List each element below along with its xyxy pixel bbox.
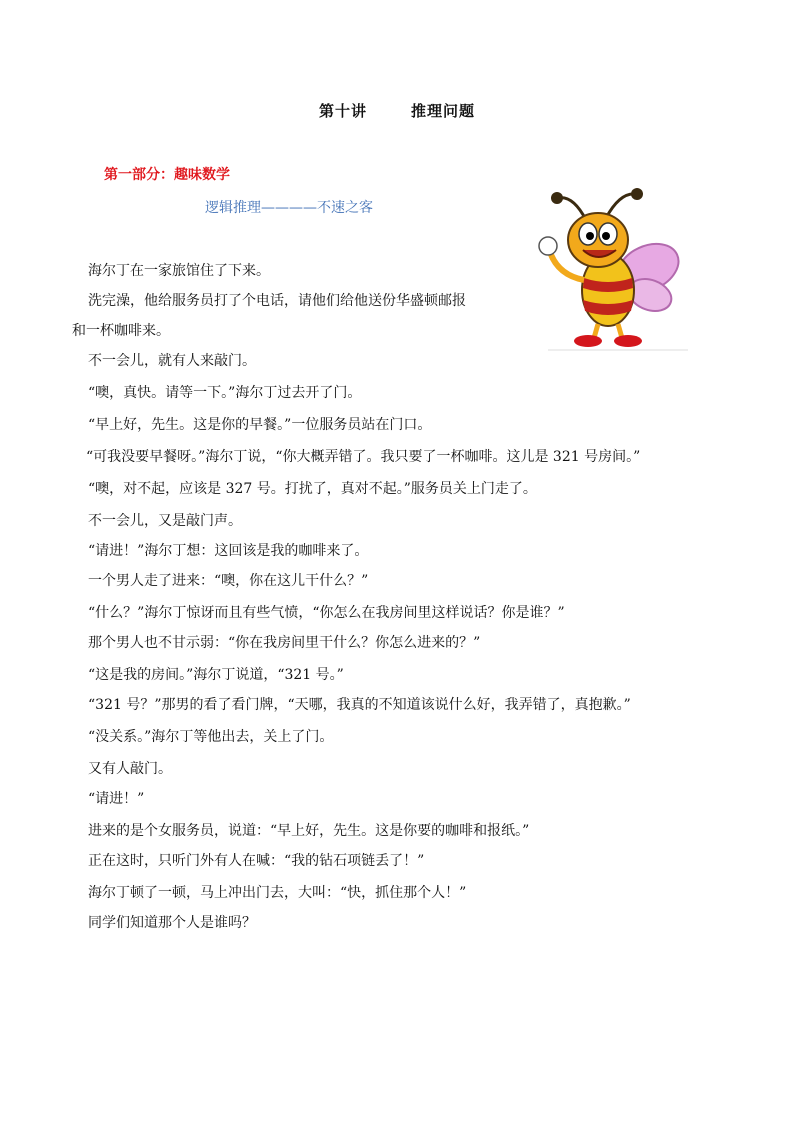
story-paragraph: 洗完澡，他给服务员打了个电话，请他们给他送份华盛顿邮报 bbox=[88, 293, 466, 309]
story-paragraph: “早上好，先生。这是你的早餐。”一位服务员站在门口。 bbox=[88, 417, 432, 433]
lecture-number: 第十讲 bbox=[318, 102, 367, 120]
story-paragraph: “请进！”海尔丁想：这回该是我的咖啡来了。 bbox=[88, 543, 369, 559]
section-heading: 第一部分：趣味数学 bbox=[104, 167, 230, 183]
story-paragraph: 和一杯咖啡来。 bbox=[72, 323, 170, 339]
story-paragraph: 海尔丁在一家旅馆住了下来。 bbox=[88, 263, 270, 279]
story-paragraph: 又有人敲门。 bbox=[88, 761, 172, 777]
story-subtitle: 逻辑推理————不速之客 bbox=[205, 200, 373, 216]
story-paragraph: “请进！” bbox=[88, 791, 145, 807]
cartoon-bee-icon bbox=[528, 180, 698, 355]
story-paragraph: 不一会儿，又是敲门声。 bbox=[88, 513, 242, 529]
story-paragraph: 不一会儿，就有人来敲门。 bbox=[88, 353, 256, 369]
story-paragraph: 海尔丁顿了一顿，马上冲出门去，大叫：“快，抓住那个人！” bbox=[88, 885, 467, 901]
story-paragraph: “321 号？”那男的看了看门牌，“天哪，我真的不知道该说什么好，我弄错了，真抱歉。” bbox=[88, 697, 631, 713]
story-paragraph: 正在这时，只听门外有人在喊：“我的钻石项链丢了！” bbox=[88, 853, 425, 869]
story-paragraph: “可我没要早餐呀。”海尔丁说，“你大概弄错了。我只要了一杯咖啡。这儿是 321 号房间。” bbox=[86, 449, 641, 465]
story-paragraph: “没关系。”海尔丁等他出去，关上了门。 bbox=[88, 729, 334, 745]
story-paragraph: 同学们知道那个人是谁吗？ bbox=[88, 915, 256, 931]
story-paragraph: 进来的是个女服务员，说道：“早上好，先生。这是你要的咖啡和报纸。” bbox=[88, 823, 530, 839]
story-paragraph: “这是我的房间。”海尔丁说道，“321 号。” bbox=[88, 667, 344, 683]
story-paragraph: 一个男人走了进来：“噢，你在这儿干什么？” bbox=[88, 573, 369, 589]
page-title bbox=[0, 100, 794, 121]
story-paragraph: “噢，对不起，应该是 327 号。打扰了，真对不起。”服务员关上门走了。 bbox=[88, 481, 537, 497]
story-paragraph: 那个男人也不甘示弱：“你在我房间里干什么？你怎么进来的？” bbox=[88, 635, 481, 651]
story-paragraph: “什么？”海尔丁惊讶而且有些气愤，“你怎么在我房间里这样说话？你是谁？” bbox=[88, 605, 565, 621]
lecture-topic: 推理问题 bbox=[411, 102, 476, 120]
story-paragraph: “噢，真快。请等一下。”海尔丁过去开了门。 bbox=[88, 385, 362, 401]
